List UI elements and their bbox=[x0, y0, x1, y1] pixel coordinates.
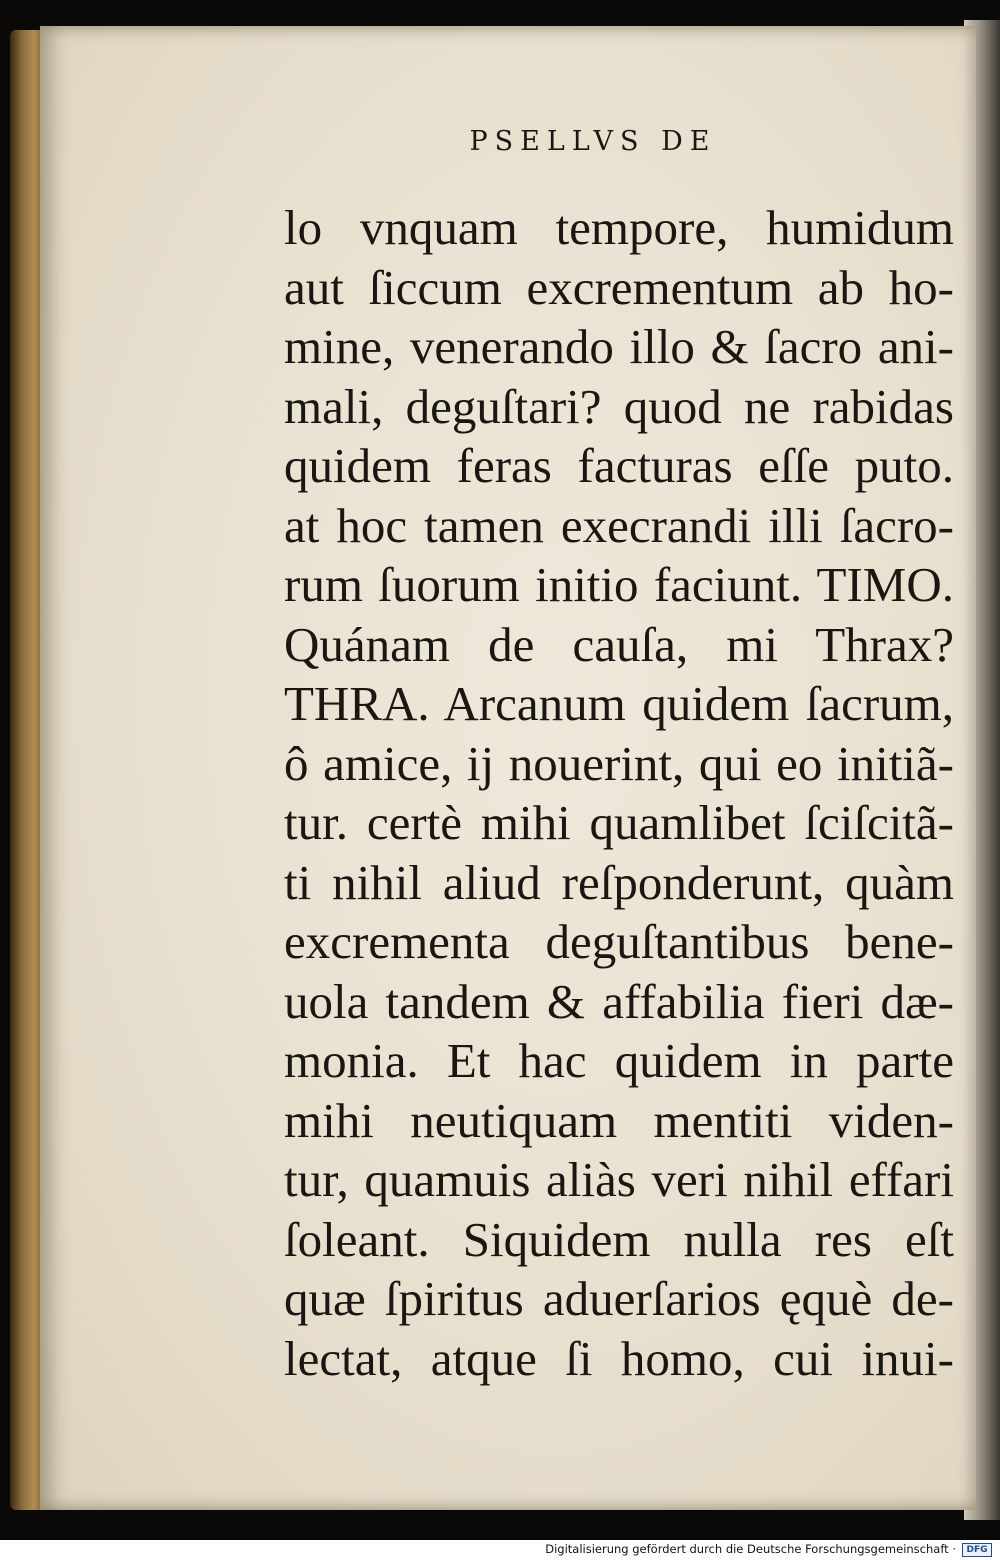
text-line: lectat, atque ſi homo, cui inui- bbox=[284, 1330, 954, 1386]
text-line: rum ſuorum initio faciunt. TIMO. bbox=[284, 557, 954, 612]
footer-bar bbox=[0, 1540, 1000, 1560]
text-line: THRA. Arcanum quidem ſacrum, bbox=[284, 676, 954, 731]
text-line: mali, deguſtari? quod ne rabidas bbox=[284, 378, 954, 434]
funding-credit: Digitalisierung gefördert durch die Deutsche Forschungsgemeinschaft · bbox=[545, 1542, 956, 1556]
text-line: quidem feras facturas eſſe puto. bbox=[284, 438, 954, 493]
text-line: ô amice, ij nouerint, qui eo initiã- bbox=[284, 735, 954, 791]
text-line: quæ ſpiritus aduerſarios ęquè de- bbox=[284, 1271, 954, 1326]
text-line: uola tandem & affabilia fieri dæ- bbox=[284, 973, 954, 1029]
dfg-logo-icon: DFG bbox=[962, 1543, 992, 1557]
running-head: PSELLVS DE bbox=[469, 126, 717, 157]
text-line: aut ſiccum excrementum ab ho- bbox=[284, 259, 954, 315]
text-line: tur. certè mihi quamlibet ſciſcitã- bbox=[284, 795, 954, 850]
text-line: at hoc tamen execrandi illi ſacro- bbox=[284, 497, 954, 553]
text-line: excrementa deguſtantibus bene- bbox=[284, 914, 954, 969]
text-line: mine, venerando illo & ſacro ani- bbox=[284, 319, 954, 374]
text-line: lo vnquam tempore, humidum bbox=[284, 200, 954, 255]
body-text bbox=[284, 198, 954, 1388]
text-line: Quánam de cauſa, mi Thrax? bbox=[284, 616, 954, 672]
text-line: ſoleant. Siquidem nulla res eſt bbox=[284, 1211, 954, 1267]
book-page bbox=[40, 26, 976, 1510]
text-line: ti nihil aliud reſponderunt, quàm bbox=[284, 854, 954, 910]
text-line: mihi neutiquam mentiti viden- bbox=[284, 1092, 954, 1148]
text-line: tur, quamuis aliàs veri nihil effari bbox=[284, 1152, 954, 1207]
text-line: monia. Et hac quidem in parte bbox=[284, 1033, 954, 1088]
